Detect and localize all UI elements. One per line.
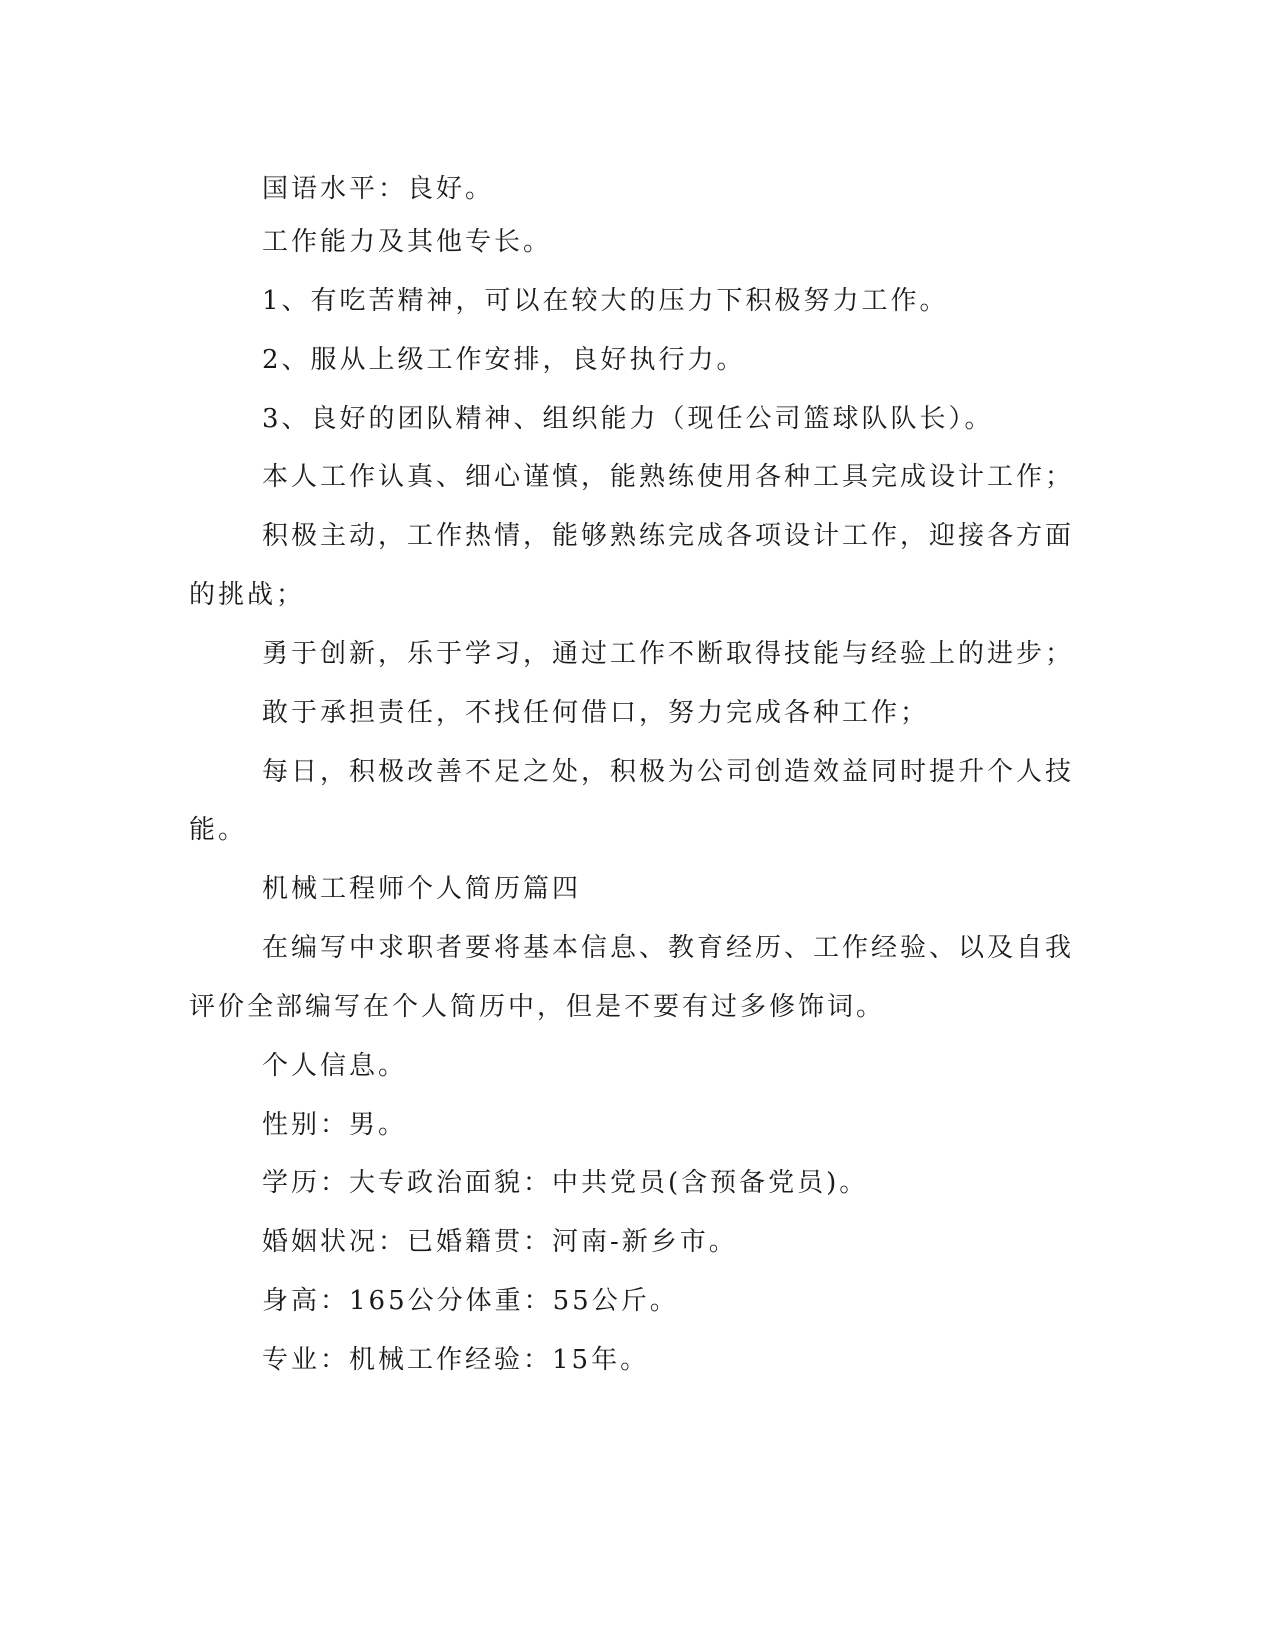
paragraph-intro-cont: 评价全部编写在个人简历中，但是不要有过多修饰词。 bbox=[189, 992, 886, 1022]
paragraph-self-eval-5-cont: 能。 bbox=[189, 815, 248, 845]
paragraph-education-politics: 学历：大专政治面貌：中共党员(含预备党员)。 bbox=[262, 1168, 869, 1198]
paragraph-personal-info-heading: 个人信息。 bbox=[262, 1051, 408, 1081]
paragraph-self-eval-1: 本人工作认真、细心谨慎，能熟练使用各种工具完成设计工作； bbox=[262, 462, 1075, 492]
paragraph-intro: 在编写中求职者要将基本信息、教育经历、工作经验、以及自我 bbox=[262, 933, 1075, 963]
paragraph-mandarin-level: 国语水平：良好。 bbox=[262, 174, 495, 204]
paragraph-self-eval-4: 敢于承担责任，不找任何借口，努力完成各种工作； bbox=[262, 698, 930, 728]
paragraph-major-experience: 专业：机械工作经验：15年。 bbox=[262, 1345, 650, 1375]
paragraph-gender: 性别：男。 bbox=[262, 1110, 408, 1140]
section-heading-resume-4: 机械工程师个人简历篇四 bbox=[262, 874, 582, 904]
paragraph-ability-3: 3、良好的团队精神、组织能力（现任公司篮球队队长）。 bbox=[262, 404, 994, 434]
paragraph-self-eval-2: 积极主动，工作热情，能够熟练完成各项设计工作，迎接各方面 bbox=[262, 521, 1075, 551]
paragraph-self-eval-2-cont: 的挑战； bbox=[189, 580, 306, 610]
paragraph-abilities-heading: 工作能力及其他专长。 bbox=[262, 227, 553, 257]
paragraph-height-weight: 身高：165公分体重：55公斤。 bbox=[262, 1286, 679, 1316]
paragraph-ability-1: 1、有吃苦精神，可以在较大的压力下积极努力工作。 bbox=[262, 286, 949, 316]
paragraph-self-eval-5: 每日，积极改善不足之处，积极为公司创造效益同时提升个人技 bbox=[262, 757, 1075, 787]
paragraph-ability-2: 2、服从上级工作安排，良好执行力。 bbox=[262, 345, 746, 375]
paragraph-self-eval-3: 勇于创新，乐于学习，通过工作不断取得技能与经验上的进步； bbox=[262, 639, 1075, 669]
paragraph-marital-hometown: 婚姻状况：已婚籍贯：河南-新乡市。 bbox=[262, 1227, 738, 1257]
